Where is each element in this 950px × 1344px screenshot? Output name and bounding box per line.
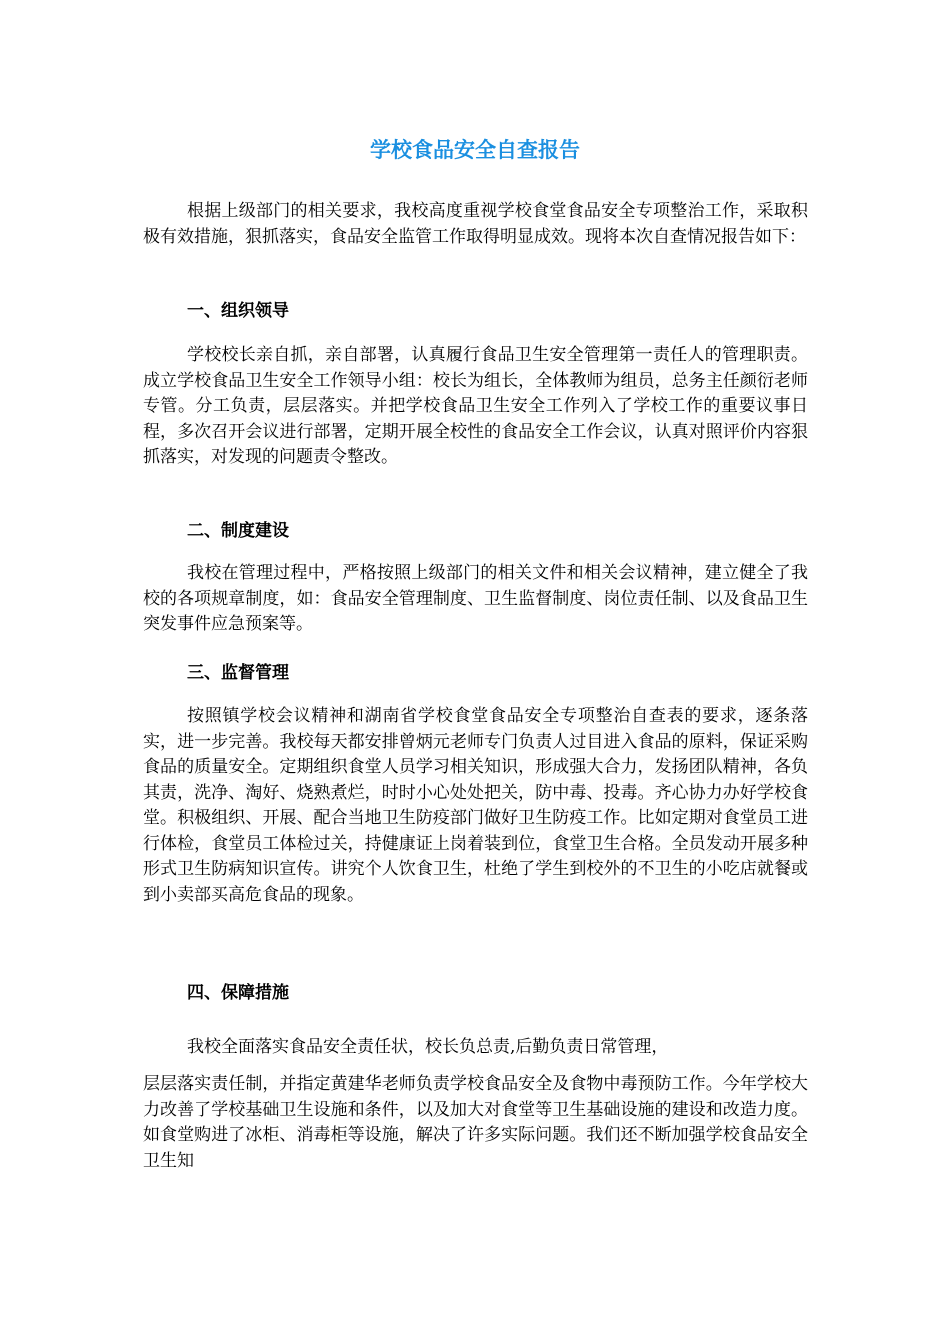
section-heading-organization: 一、组织领导	[187, 301, 289, 321]
section-body-supervision: 按照镇学校会议精神和湖南省学校食堂食品安全专项整治自查表的要求，逐条落实，进一步完善。我校每天都安排曾炳元老师专门负责人过目进入食品的原料，保证采购食品的质量安全。定期组织食堂人员学习相关知识，形成强大合力，发扬团队精神，各负其责，洗净、淘好、烧熟煮烂，时时小心处处把关，防中毒、投毒。齐心协力办好学校食堂。积极组织、开展、配合当地卫生防疫部门做好卫生防疫工作。比如定期对食堂员工进行体检，食堂员工体检过关，持健康证上岗着装到位，食堂卫生合格。全员发动开展多种形式卫生防病知识宣传。讲究个人饮食卫生，杜绝了学生到校外的不卫生的小吃店就餐或到小卖部买高危食品的现象。	[143, 706, 808, 905]
section-body-organization: 学校校长亲自抓，亲自部署，认真履行食品卫生安全管理第一责任人的管理职责。成立学校食品卫生安全工作领导小组：校长为组长，全体教师为组员，总务主任颜衍老师专管。分工负责，层层落实。并把学校食品卫生安全工作列入了学校工作的重要议事日程，多次召开会议进行部署，定期开展全校性的食品安全工作会议，认真对照评价内容狠抓落实，对发现的问题责令整改。	[143, 345, 808, 467]
section-heading-supervision: 三、监督管理	[187, 663, 289, 683]
intro-paragraph: 根据上级部门的相关要求，我校高度重视学校食堂食品安全专项整治工作，采取积极有效措施，狠抓落实，食品安全监管工作取得明显成效。现将本次自查情况报告如下：	[143, 201, 808, 247]
section-body-system: 我校在管理过程中，严格按照上级部门的相关文件和相关会议精神，建立健全了我校的各项规章制度，如：食品安全管理制度、卫生监督制度、岗位责任制、以及食品卫生突发事件应急预案等。	[143, 563, 808, 634]
section-heading-system: 二、制度建设	[187, 521, 289, 541]
document-title: 学校食品安全自查报告	[370, 138, 580, 162]
section-body-safeguards-continuation: 层层落实责任制，并指定黄建华老师负责学校食品安全及食物中毒预防工作。今年学校大力改善了学校基础卫生设施和条件，以及加大对食堂等卫生基础设施的建设和改造力度。如食堂购进了冰柜、消毒柜等设施，解决了许多实际问题。我们还不断加强学校食品安全卫生知	[143, 1074, 808, 1171]
section-heading-safeguards: 四、保障措施	[187, 983, 289, 1003]
section-body-safeguards: 我校全面落实食品安全责任状，校长负总责,后勤负责日常管理，	[187, 1037, 669, 1057]
